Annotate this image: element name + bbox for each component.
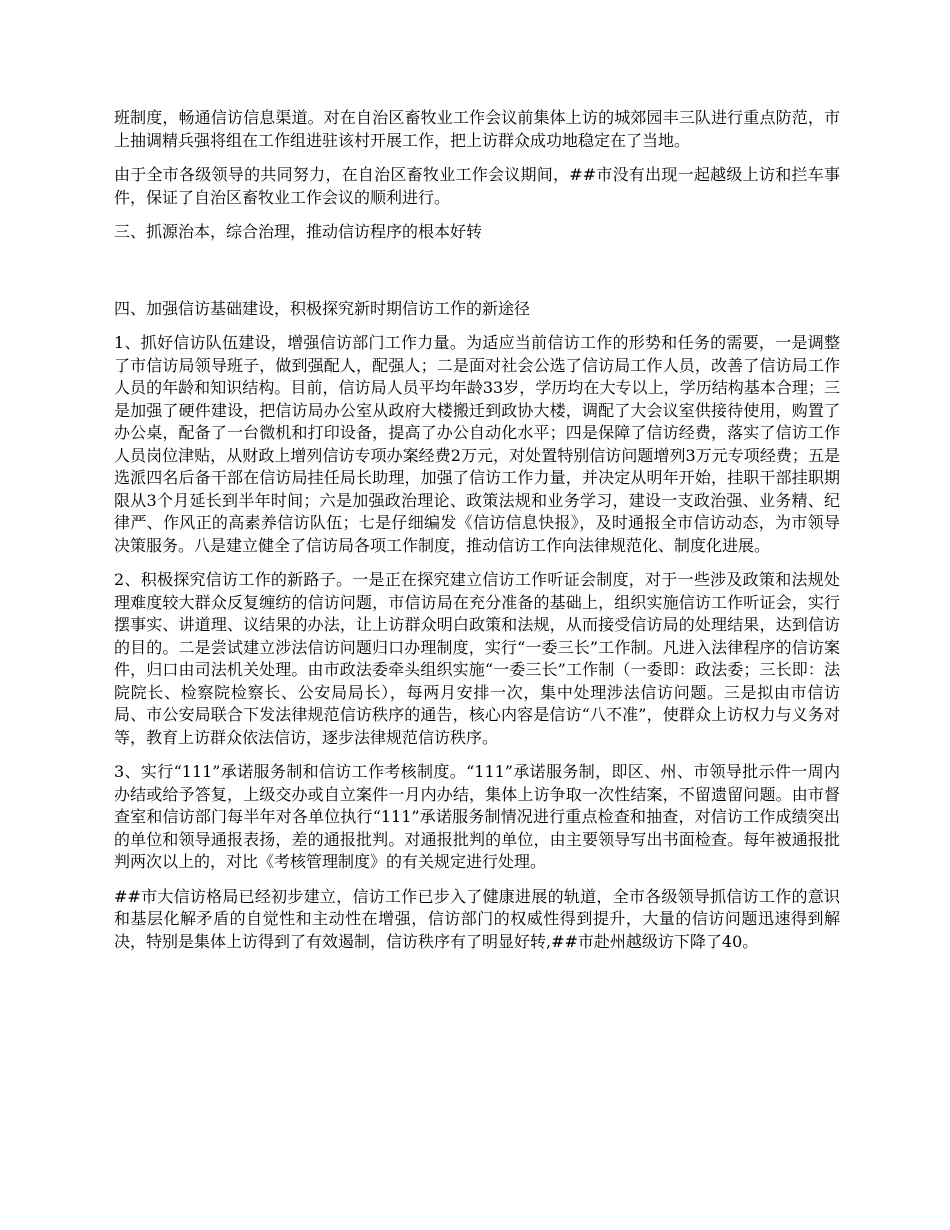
paragraph-summary: 由于全市各级领导的共同努力，在自治区畜牧业工作会议期间，##市没有出现一起越级上访和拦车事件，保证了自治区畜牧业工作会议的顺利进行。 [114,165,840,207]
document-page [114,107,840,965]
paragraph-item-1: 1、抓好信访队伍建设，增强信访部门工作力量。为适应当前信访工作的形势和任务的需要，一是调整了市信访局领导班子，做到强配人，配强人；二是面对社会公选了信访局工作人员，改善了信访局工作人员的年龄和知识结构。目前，信访局人员平均年龄33岁，学历均在大专以上，学历结构基本合理；三是加强了硬件建设，把信访局办公室从政府大楼搬迁到政协大楼，调配了大会议室供接待使用，购置了办公桌，配备了一台微机和打印设备，提高了办公自动化水平；四是保障了信访经费，落实了信访工作人员岗位津贴，从财政上增列信访专项办案经费2万元，对处置特别信访问题增列3万元专项经费；五是选派四名后备干部在信访局挂任局长助理，加强了信访工作力量，并决定从明年开始，挂职干部挂职期限从3个月延长到半年时间；六是加强政治理论、政策法规和业务学习，建设一支政治强、业务精、纪律严、作风正的高素养信访队伍；七是仔细编发《信访信息快报》，及时通报全市信访动态，为市领导决策服务。八是建立健全了信访局各项工作制度，推动信访工作向法律规范化、制度化进展。 [114,333,840,555]
section-heading-4: 四、加强信访基础建设，积极探究新时期信访工作的新途径 [114,298,531,318]
blank-space [114,256,840,298]
paragraph-item-2: 2、积极探究信访工作的新路子。一是正在探究建立信访工作听证会制度，对于一些涉及政策和法规处理难度较大群众反复缠纺的信访问题，市信访局在充分准备的基础上，组织实施信访工作听证会，实行摆事实、讲道理、议结果的办法，让上访群众明白政策和法规，从而接受信访局的处理结果，达到信访的目的。二是尝试建立涉法信访问题归口办理制度，实行“一委三长”工作制。凡进入法律程序的信访案件，归口由司法机关处理。由市政法委牵头组织实施“一委三长”工作制（一委即：政法委；三长即：法院院长、检察院检察长、公安局局长），每两月安排一次，集中处理涉法信访问题。三是拟由市信访局、市公安局联合下发法律规范信访秩序的通告，核心内容是信访“八不准”，使群众上访权力与义务对等，教育上访群众依法信访，逐步法律规范信访秩序。 [114,570,840,747]
paragraph-continuation: 班制度，畅通信访信息渠道。对在自治区畜牧业工作会议前集体上访的城郊园丰三队进行重点防范，市上抽调精兵强将组在工作组进驻该村开展工作，把上访群众成功地稳定在了当地。 [114,108,840,150]
paragraph-item-3: 3、实行“111”承诺服务制和信访工作考核制度。“111”承诺服务制，即区、州、市领导批示件一周内办结或给予答复，上级交办或自立案件一月内办结，集体上访争取一次性结案，不留遗留问题。由市督查室和信访部门每半年对各单位执行“111”承诺服务制情况进行重点检查和抽查，对信访工作成绩突出的单位和领导通报表扬，差的通报批判。对通报批判的单位，由主要领导写出书面检查。每年被通报批判两次以上的，对比《考核管理制度》的有关规定进行处理。 [114,762,840,871]
paragraph-conclusion: ##市大信访格局已经初步建立，信访工作已步入了健康进展的轨道，全市各级领导抓信访工作的意识和基层化解矛盾的自觉性和主动性在增强，信访部门的权威性得到提升，大量的信访问题迅速得到解决，特别是集体上访得到了有效遏制，信访秩序有了明显好转,##市赴州越级访下降了40。 [114,886,840,951]
section-heading-3: 三、抓源治本，综合治理，推动信访程序的根本好转 [114,222,483,241]
